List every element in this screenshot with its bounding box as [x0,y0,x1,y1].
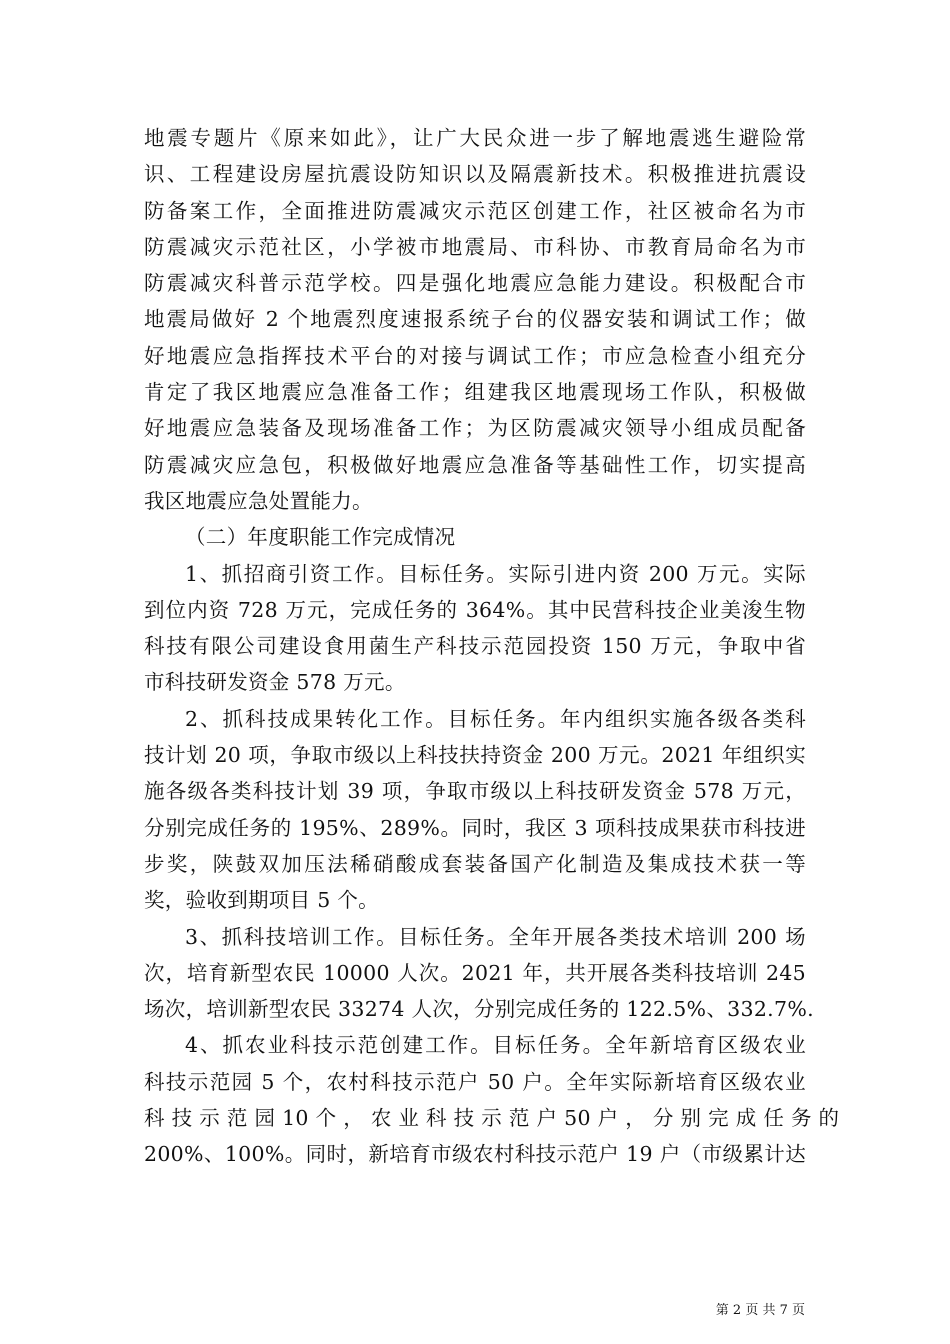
text-line: 科技有限公司建设食用菌生产科技示范园投资 150 万元，争取中省 [144,634,806,659]
text-line: 到位内资 728 万元，完成任务的 364%。其中民营科技企业美浚生物 [144,597,806,622]
text-line: 肯定了我区地震应急准备工作；组建我区地震现场工作队，积极做 [144,380,806,405]
text-line: 2、抓科技成果转化工作。目标任务。年内组织实施各级各类科 [185,706,806,731]
text-line: 地震专题片《原来如此》，让广大民众进一步了解地震逃生避险常 [144,126,806,150]
text-line: 步奖，陕鼓双加压法稀硝酸成套装备国产化制造及集成技术获一等 [144,851,806,876]
text-line: 分别完成任务的 195%、289%。同时，我区 3 项科技成果获市科技进 [144,815,806,840]
text-line: 奖，验收到期项目 5 个。 [144,888,379,913]
text-line: 施各级各类科技计划 39 项，争取市级以上科技研发资金 578 万元， [144,779,806,804]
text-line: 好地震应急装备及现场准备工作；为区防震减灾领导小组成员配备 [144,416,806,441]
text-line: 200%、100%。同时，新培育市级农村科技示范户 19 户（市级累计达 [144,1142,806,1167]
text-line: 场次，培训新型农民 33274 人次，分别完成任务的 122.5%、332.7%. [144,997,814,1022]
text-line: 防震减灾科普示范学校。四是强化地震应急能力建设。积极配合市 [144,271,806,296]
text-line: 技计划 20 项，争取市级以上科技扶持资金 200 万元。2021 年组织实 [144,743,806,768]
text-line: 好地震应急指挥技术平台的对接与调试工作；市应急检查小组充分 [144,343,806,368]
text-line: 防备案工作，全面推进防震减灾示范区创建工作，社区被命名为市 [144,198,806,223]
document-body [144,120,840,1173]
text-line: 防震减灾应急包，积极做好地震应急准备等基础性工作，切实提高 [144,452,806,477]
text-line: 地震局做好 2 个地震烈度速报系统子台的仪器安装和调试工作；做 [144,307,806,332]
text-line: 科技示范园 5 个，农村科技示范户 50 户。全年实际新培育区级农业 [144,1069,806,1094]
text-line: 1、抓招商引资工作。目标任务。实际引进内资 200 万元。实际 [185,561,806,586]
page-number: 第 2 页 共 7 页 [715,1303,805,1318]
text-line: 防震减灾示范社区，小学被市地震局、市科协、市教育局命名为市 [144,234,806,259]
section-heading: （二）年度职能工作完成情况 [185,525,456,550]
text-line: 识、工程建设房屋抗震设防知识以及隔震新技术。积极推进抗震设 [144,162,806,187]
text-line: 3、抓科技培训工作。目标任务。全年开展各类技术培训 200 场 [185,924,806,949]
text-line: 我区地震应急处置能力。 [144,488,373,513]
text-line: 科 技 示 范 园 10 个 ， 农 业 科 技 示 范 户 50 户 ， 分 别 完 成 任 务 的 [144,1106,840,1131]
text-line: 次，培育新型农民 10000 人次。2021 年，共开展各类科技培训 245 [144,960,806,985]
text-line: 4、抓农业科技示范创建工作。目标任务。全年新培育区级农业 [185,1033,806,1058]
text-line: 市科技研发资金 578 万元。 [144,670,406,695]
